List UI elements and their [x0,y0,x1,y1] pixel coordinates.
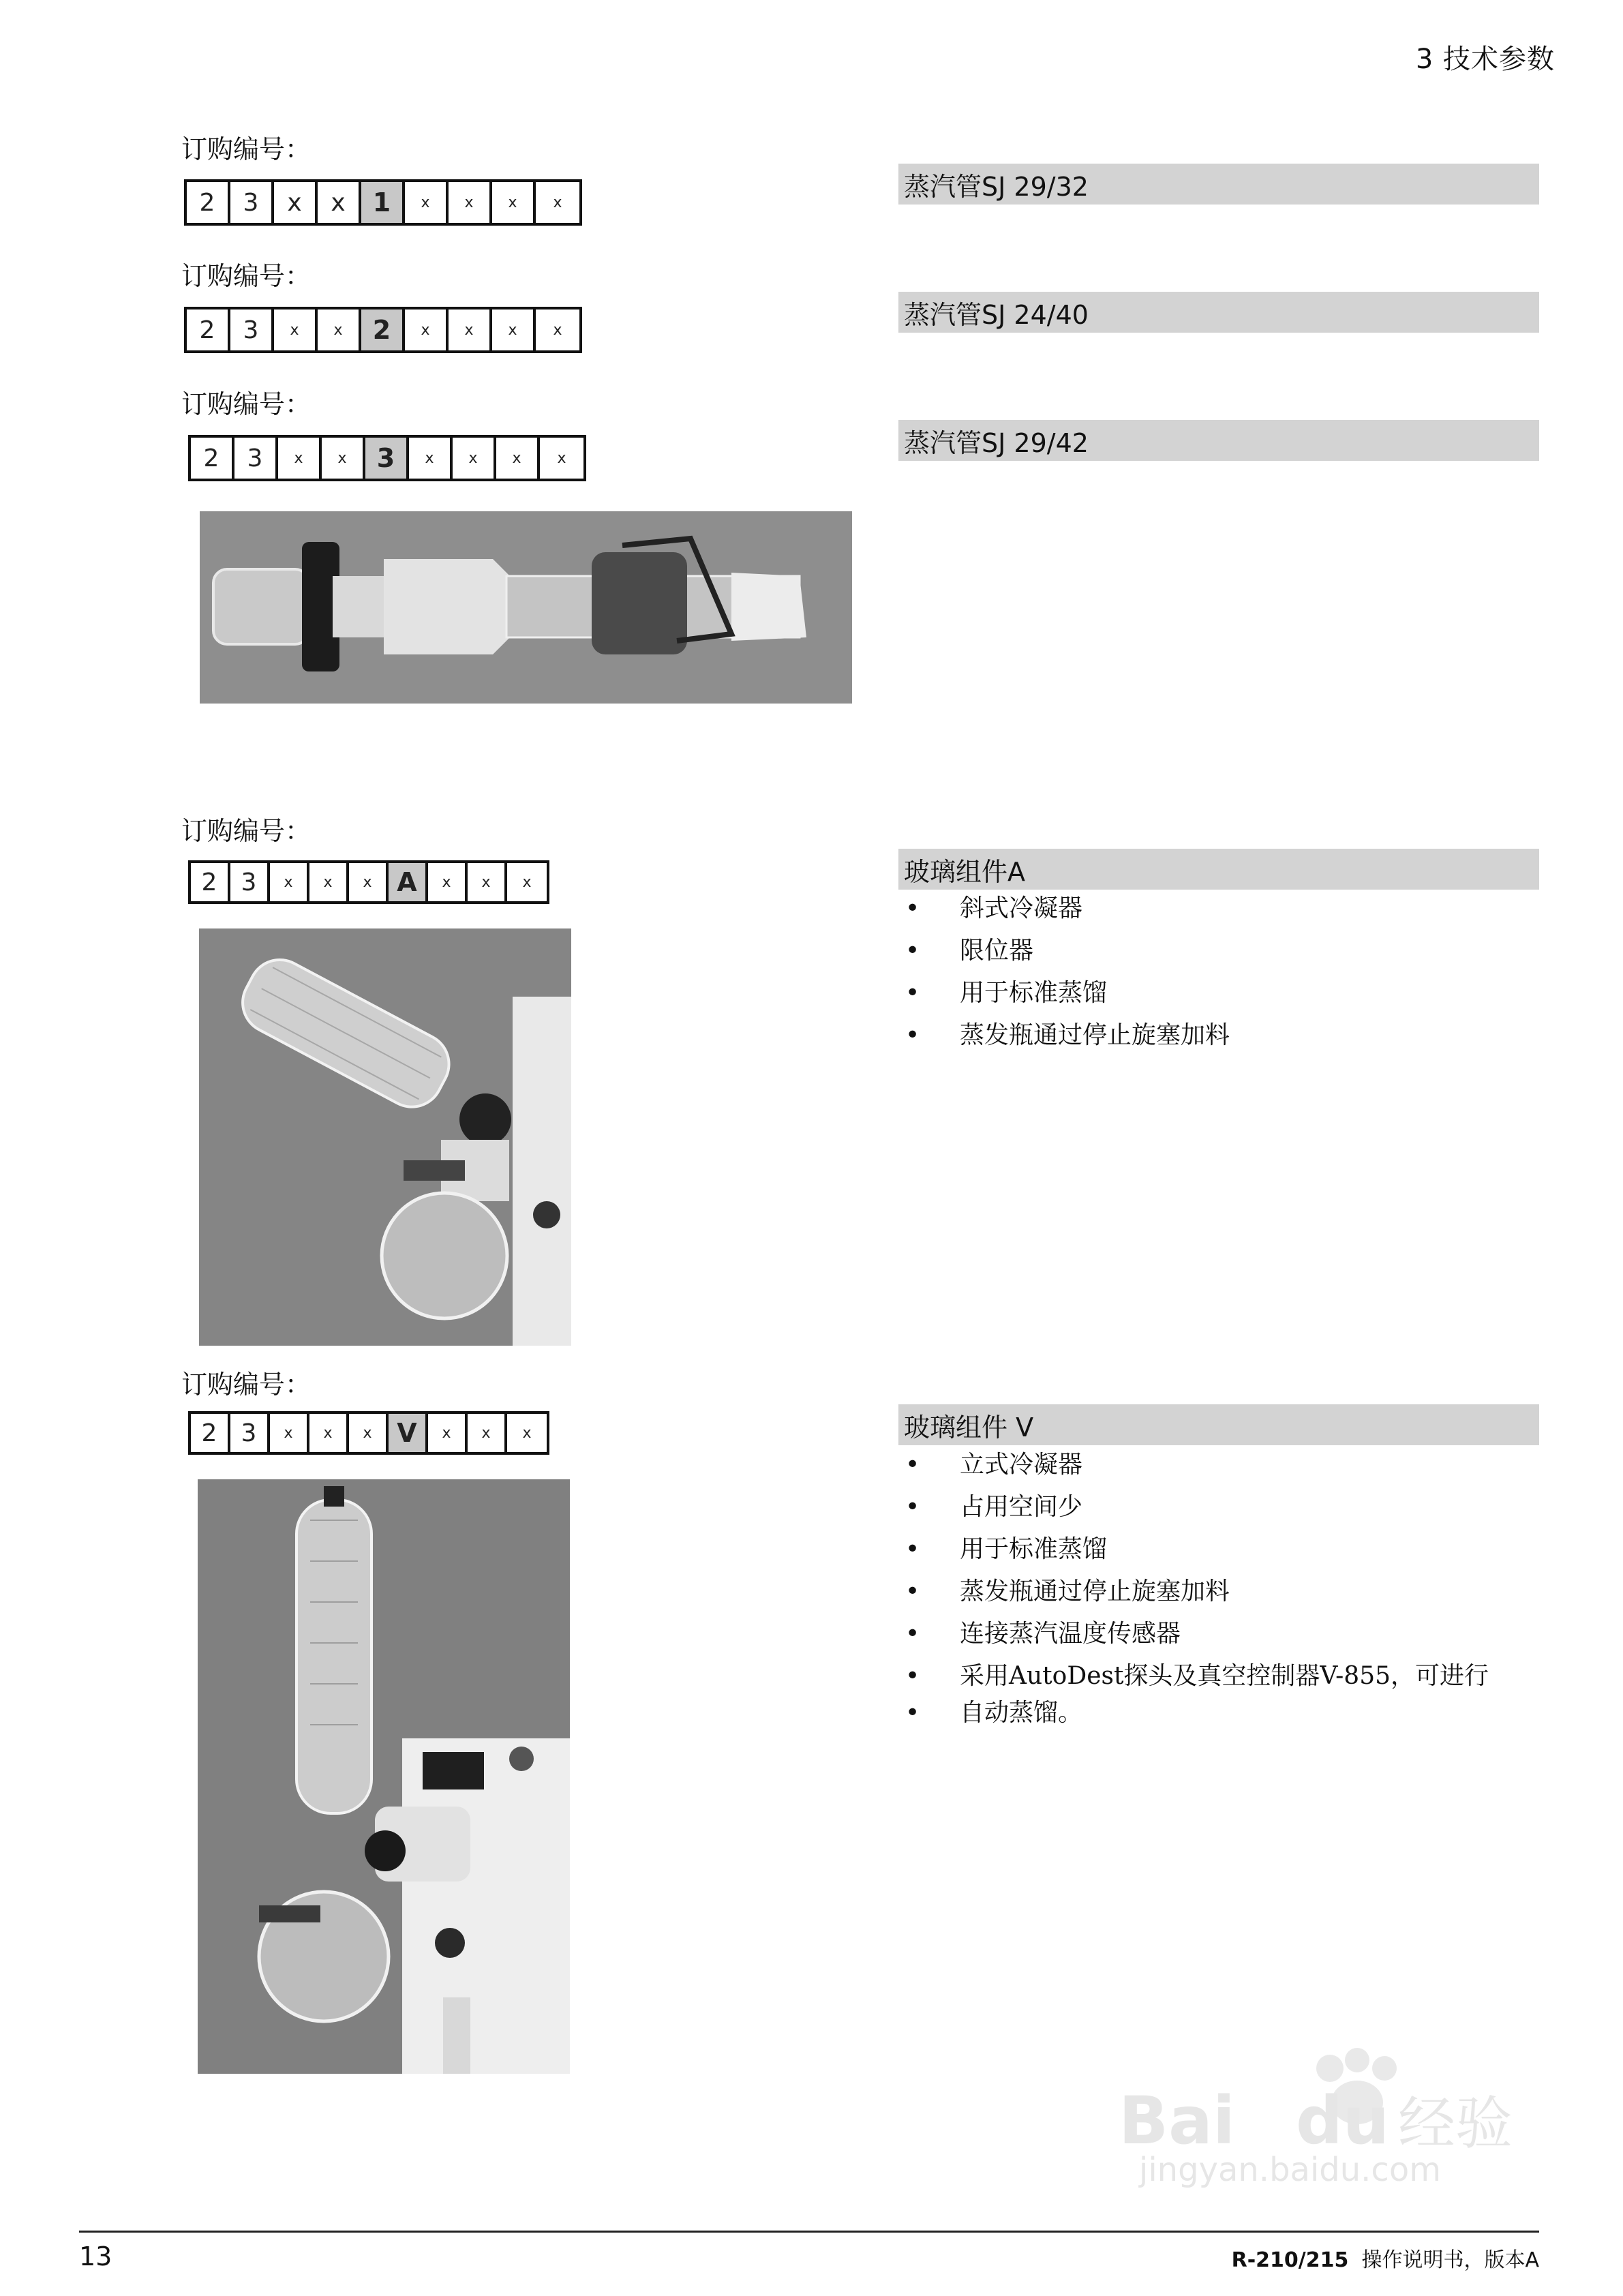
section-header: 3 技术参数 [1415,44,1555,75]
code-digit: x [322,438,365,479]
code-digit: x [553,194,562,211]
rotavap-vertical-illustration [198,1479,570,2074]
item-title-vapor-tube-24-40: 蒸汽管SJ 24/40 [898,292,1539,333]
code-digit: x [349,1414,389,1452]
item-title-glass-assembly-a: 玻璃组件A [898,849,1539,890]
code-digit: x [496,438,540,479]
code-digit: 2 [191,863,230,901]
feature-item: • 斜式冷凝器 [898,888,1539,930]
code-digit: x [492,182,536,223]
feature-item-continuation [898,1692,1539,1734]
item-title-glass-assembly-v: 玻璃组件 V [898,1404,1539,1445]
footer-divider [79,2231,1539,2233]
code-digit: x [270,863,309,901]
code-digit: x [405,309,449,350]
svg-text:经验: 经验 [1398,2090,1513,2157]
code-digit: x [468,1414,507,1452]
order-number-label: 订购编号： [181,389,312,419]
code-digit-highlight: 1 [361,182,405,223]
glass-assembly-v-features [898,1444,1539,1734]
order-code-box-V [188,1411,549,1455]
code-digit: 3 [230,309,274,350]
code-digit: 2 [187,182,230,223]
glass-assembly-a-features [898,888,1539,1057]
code-digit: x [522,1424,532,1442]
code-digit: x [270,1414,309,1452]
feature-item: • 连接蒸汽温度传感器 [898,1613,1539,1655]
code-digit: x [278,438,322,479]
order-number-label: 订购编号： [181,1370,312,1400]
item-title-vapor-tube-29-42: 蒸汽管SJ 29/42 [898,420,1539,461]
code-digit: x [453,438,496,479]
code-digit: x [409,438,453,479]
code-digit: x [428,1414,468,1452]
footer-doc-info [1232,2243,1539,2273]
code-digit: x [557,449,566,467]
feature-item: • 用于标准蒸馏 [898,1528,1539,1571]
code-digit-highlight: V [389,1414,428,1452]
code-digit: 2 [191,438,234,479]
code-digit: 3 [234,438,278,479]
svg-text:Bai: Bai [1119,2083,1235,2159]
footer-doc-title: 操作说明书，版本A [1361,2248,1539,2272]
rotavap-diagonal-illustration [199,928,571,1346]
code-digit: x [449,182,492,223]
order-code-box-2 [184,307,582,353]
code-digit: x [449,309,492,350]
glass-assembly-v-photo [198,1479,570,2074]
code-digit-highlight: 3 [365,438,409,479]
page-number: 13 [79,2241,112,2271]
feature-item: • 蒸发瓶通过停止旋塞加料 [898,1014,1539,1057]
order-number-label: 订购编号： [181,816,312,846]
order-number-label: 订购编号： [181,261,312,291]
item-title-vapor-tube-29-32: 蒸汽管SJ 29/32 [898,164,1539,205]
code-digit: 3 [230,863,270,901]
code-digit: x [274,182,318,223]
order-number-label: 订购编号： [181,134,312,164]
svg-text:jingyan.baidu.com: jingyan.baidu.com [1139,2151,1441,2189]
code-digit-highlight: A [389,863,428,901]
code-digit-highlight: 2 [361,309,405,350]
feature-item: • 采用AutoDest探头及真空控制器V-855，可进行 [898,1655,1539,1697]
svg-text:du: du [1296,2083,1390,2159]
baidu-paw-logo [1112,2041,1521,2191]
code-digit: x [318,309,361,350]
footer-model: R-210/215 [1231,2248,1349,2272]
feature-item: • 占用空间少 [898,1486,1539,1528]
code-digit: x [428,863,468,901]
code-digit: 2 [191,1414,230,1452]
code-digit: x [309,863,349,901]
feature-continuation-text: 自动蒸馏。 [960,1699,1083,1727]
code-digit: x [553,321,562,339]
code-digit: x [309,1414,349,1452]
code-digit: x [468,863,507,901]
code-digit: 3 [230,1414,270,1452]
code-digit: x [522,873,532,891]
baidu-watermark [1112,2041,1521,2194]
order-code-box-3 [188,435,586,481]
order-code-box-1 [184,179,582,226]
code-digit: x [318,182,361,223]
code-digit: x [405,182,449,223]
code-digit: 3 [230,182,274,223]
code-digit: x [492,309,536,350]
code-digit: x [349,863,389,901]
order-code-box-A [188,860,549,904]
feature-item: • 用于标准蒸馏 [898,972,1539,1014]
feature-item: • 立式冷凝器 [898,1444,1539,1486]
code-digit: 2 [187,309,230,350]
vapor-tube-illustration [200,511,852,704]
feature-item: • 蒸发瓶通过停止旋塞加料 [898,1571,1539,1613]
code-digit: x [274,309,318,350]
vapor-tube-photo [200,511,852,704]
feature-item: • 限位器 [898,930,1539,972]
glass-assembly-a-photo [199,928,571,1346]
